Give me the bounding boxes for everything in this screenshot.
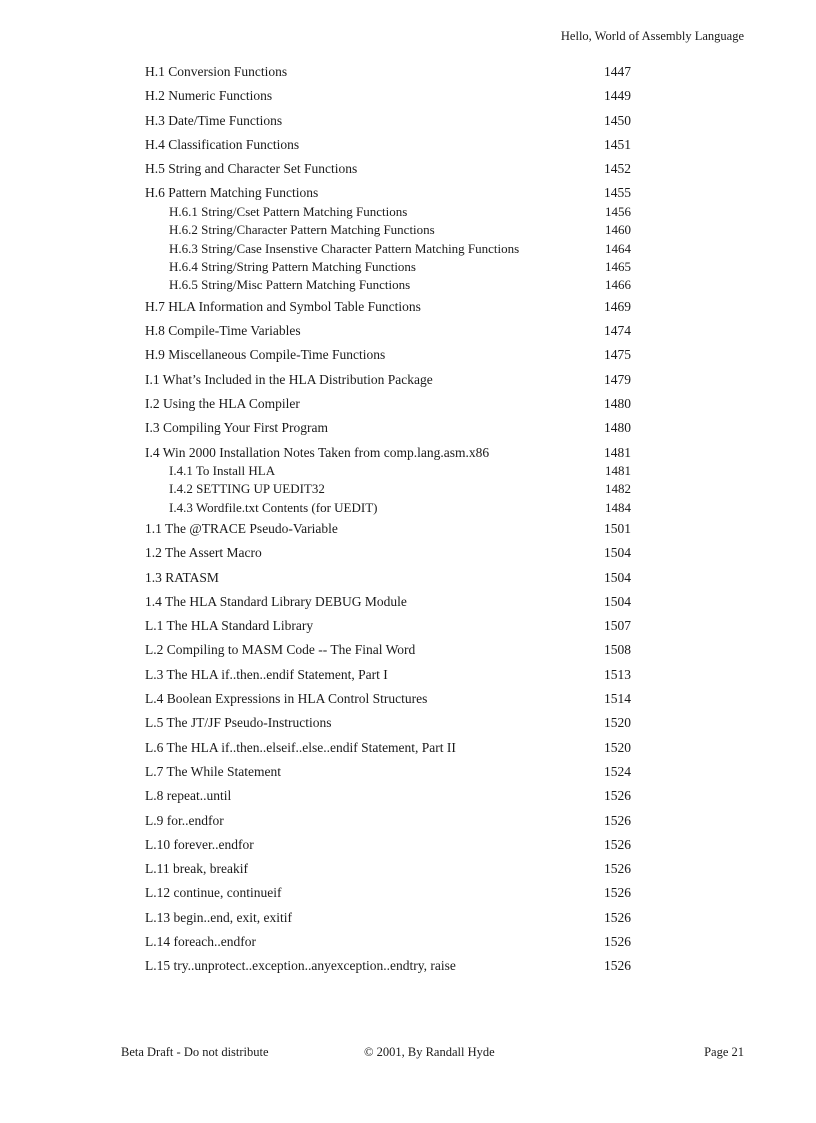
toc-entry[interactable] bbox=[145, 416, 631, 440]
toc-entry[interactable] bbox=[145, 517, 631, 541]
toc-entry[interactable] bbox=[145, 392, 631, 416]
toc-entry[interactable] bbox=[145, 590, 631, 614]
footer-copyright: © 2001, By Randall Hyde bbox=[364, 1045, 495, 1059]
toc-entry-title: H.2 Numeric Functions bbox=[145, 88, 273, 104]
toc-entry[interactable] bbox=[145, 881, 631, 905]
toc-subentry[interactable] bbox=[145, 499, 631, 517]
toc-page-number: 1464 bbox=[605, 240, 631, 256]
toc-entry-title: L.3 The HLA if..then..endif Statement, Part I bbox=[145, 666, 388, 682]
toc-entry[interactable] bbox=[145, 833, 631, 857]
toc-page-number: 1450 bbox=[604, 112, 631, 128]
running-header: Hello, World of Assembly Language bbox=[560, 29, 744, 43]
toc-page-number: 1484 bbox=[605, 499, 631, 515]
toc-subentry[interactable] bbox=[145, 258, 631, 276]
footer-draft-notice: Beta Draft - Do not distribute bbox=[121, 1045, 269, 1059]
toc-entry-title: H.6.3 String/Case Insenstive Character Pattern Matching Functions bbox=[169, 240, 520, 256]
toc-entry[interactable] bbox=[145, 857, 631, 881]
toc-entry-title: L.11 break, breakif bbox=[145, 861, 248, 877]
toc-entry[interactable] bbox=[145, 319, 631, 343]
toc-entry-title: H.8 Compile-Time Variables bbox=[145, 323, 301, 339]
toc-page-number: 1526 bbox=[604, 934, 631, 950]
toc-entry[interactable] bbox=[145, 784, 631, 808]
toc-entry[interactable] bbox=[145, 84, 631, 108]
toc-page-number: 1475 bbox=[604, 347, 631, 363]
table-of-contents bbox=[145, 60, 631, 979]
toc-entry-title: L.1 The HLA Standard Library bbox=[145, 618, 314, 634]
toc-page-number: 1526 bbox=[604, 958, 631, 974]
toc-entry-title: I.4 Win 2000 Installation Notes Taken from comp.lang.asm.x86 bbox=[145, 444, 490, 460]
toc-entry-title: L.10 forever..endfor bbox=[145, 836, 254, 852]
toc-entry[interactable] bbox=[145, 687, 631, 711]
toc-page-number: 1504 bbox=[604, 569, 631, 585]
toc-entry-title: H.7 HLA Information and Symbol Table Functions bbox=[145, 298, 421, 314]
toc-entry[interactable] bbox=[145, 711, 631, 735]
toc-entry-title: L.15 try..unprotect..exception..anyexception..endtry, raise bbox=[145, 958, 456, 974]
toc-entry[interactable] bbox=[145, 157, 631, 181]
toc-page-number: 1456 bbox=[605, 203, 631, 219]
toc-entry[interactable] bbox=[145, 368, 631, 392]
toc-entry-title: L.5 The JT/JF Pseudo-Instructions bbox=[145, 715, 332, 731]
toc-page-number: 1526 bbox=[604, 812, 631, 828]
toc-entry-title: H.3 Date/Time Functions bbox=[145, 112, 283, 128]
toc-entry[interactable] bbox=[145, 760, 631, 784]
toc-entry-title: 1.3 RATASM bbox=[145, 569, 219, 585]
footer-page-number: Page 21 bbox=[704, 1045, 744, 1059]
toc-page-number: 1526 bbox=[604, 788, 631, 804]
toc-entry[interactable] bbox=[145, 343, 631, 367]
toc-entry-title: L.6 The HLA if..then..elseif..else..endif Statement, Part II bbox=[145, 739, 456, 755]
toc-entry-title: L.2 Compiling to MASM Code -- The Final Word bbox=[145, 642, 416, 658]
toc-page-number: 1507 bbox=[604, 618, 631, 634]
toc-page-number: 1508 bbox=[604, 642, 631, 658]
toc-entry-title: L.9 for..endfor bbox=[145, 812, 224, 828]
toc-page-number: 1455 bbox=[604, 185, 631, 201]
toc-entry[interactable] bbox=[145, 906, 631, 930]
toc-entry-title: H.6.1 String/Cset Pattern Matching Functions bbox=[169, 203, 408, 219]
toc-page-number: 1466 bbox=[605, 277, 631, 293]
toc-page-number: 1451 bbox=[604, 136, 631, 152]
toc-entry[interactable] bbox=[145, 809, 631, 833]
toc-entry-title: L.14 foreach..endfor bbox=[145, 934, 256, 950]
toc-entry-title: L.13 begin..end, exit, exitif bbox=[145, 909, 292, 925]
toc-entry-title: I.1 What’s Included in the HLA Distribution Package bbox=[145, 371, 433, 387]
toc-entry-title: H.1 Conversion Functions bbox=[145, 64, 288, 79]
toc-entry[interactable] bbox=[145, 736, 631, 760]
toc-page-number: 1504 bbox=[604, 545, 631, 561]
toc-entry[interactable] bbox=[145, 109, 631, 133]
toc-subentry[interactable] bbox=[145, 240, 631, 258]
toc-entry[interactable] bbox=[145, 541, 631, 565]
toc-page-number: 1526 bbox=[604, 861, 631, 877]
toc-page-number: 1526 bbox=[604, 885, 631, 901]
toc-entry-title: H.6.2 String/Character Pattern Matching Functions bbox=[169, 222, 435, 238]
toc-entry-title: H.6 Pattern Matching Functions bbox=[145, 185, 319, 201]
toc-entry-title: L.12 continue, continueif bbox=[145, 885, 282, 901]
toc-page-number: 1460 bbox=[605, 222, 631, 238]
toc-page-number: 1479 bbox=[604, 371, 631, 387]
toc-page-number: 1465 bbox=[605, 258, 631, 274]
page-footer bbox=[72, 1045, 744, 1061]
toc-page-number: 1481 bbox=[604, 444, 631, 460]
toc-page-number: 1482 bbox=[605, 481, 631, 497]
toc-entry[interactable] bbox=[145, 60, 631, 84]
toc-page-number: 1520 bbox=[604, 739, 631, 755]
toc-entry[interactable] bbox=[145, 954, 631, 978]
toc-entry[interactable] bbox=[145, 638, 631, 662]
toc-page-number: 1520 bbox=[604, 715, 631, 731]
toc-entry[interactable] bbox=[145, 663, 631, 687]
toc-entry[interactable] bbox=[145, 930, 631, 954]
toc-page-number: 1447 bbox=[604, 64, 631, 79]
toc-entry-title: H.4 Classification Functions bbox=[145, 136, 300, 152]
toc-page-number: 1504 bbox=[604, 593, 631, 609]
toc-page-number: 1480 bbox=[604, 420, 631, 436]
toc-page-number: 1501 bbox=[604, 520, 631, 536]
toc-entry-title: 1.4 The HLA Standard Library DEBUG Module bbox=[145, 593, 407, 609]
toc-page-number: 1524 bbox=[604, 763, 631, 779]
toc-entry-title: I.3 Compiling Your First Program bbox=[145, 420, 329, 436]
toc-entry-title: 1.2 The Assert Macro bbox=[145, 545, 262, 561]
toc-page-number: 1514 bbox=[604, 691, 631, 707]
toc-page-number: 1526 bbox=[604, 836, 631, 852]
toc-entry[interactable] bbox=[145, 614, 631, 638]
toc-entry-title: H.5 String and Character Set Functions bbox=[145, 161, 358, 177]
toc-entry-title: H.9 Miscellaneous Compile-Time Functions bbox=[145, 347, 386, 363]
toc-entry-title: H.6.5 String/Misc Pattern Matching Functions bbox=[169, 277, 411, 293]
toc-entry-title: I.4.3 Wordfile.txt Contents (for UEDIT) bbox=[169, 499, 378, 515]
toc-subentry[interactable] bbox=[145, 221, 631, 239]
toc-page-number: 1474 bbox=[604, 323, 631, 339]
toc-entry-title: I.4.1 To Install HLA bbox=[169, 462, 276, 478]
toc-entry-title: I.2 Using the HLA Compiler bbox=[145, 395, 300, 411]
toc-entry-title: 1.1 The @TRACE Pseudo-Variable bbox=[145, 520, 338, 536]
toc-entry[interactable] bbox=[145, 566, 631, 590]
toc-entry-title: L.7 The While Statement bbox=[145, 763, 281, 779]
toc-entry[interactable] bbox=[145, 133, 631, 157]
toc-subentry[interactable] bbox=[145, 203, 631, 221]
toc-entry-title: H.6.4 String/String Pattern Matching Functions bbox=[169, 258, 416, 274]
toc-subentry[interactable] bbox=[145, 480, 631, 498]
toc-entry[interactable] bbox=[145, 295, 631, 319]
toc-page-number: 1526 bbox=[604, 909, 631, 925]
toc-page-number: 1513 bbox=[604, 666, 631, 682]
toc-entry-title: L.4 Boolean Expressions in HLA Control Structures bbox=[145, 691, 428, 707]
toc-entry-title: L.8 repeat..until bbox=[145, 788, 232, 804]
toc-page-number: 1481 bbox=[605, 462, 631, 478]
toc-page-number: 1452 bbox=[604, 161, 631, 177]
toc-page-number: 1449 bbox=[604, 88, 631, 104]
toc-page-number: 1469 bbox=[604, 298, 631, 314]
toc-page-number: 1480 bbox=[604, 395, 631, 411]
toc-subentry[interactable] bbox=[145, 276, 631, 294]
toc-entry-title: I.4.2 SETTING UP UEDIT32 bbox=[169, 481, 325, 497]
